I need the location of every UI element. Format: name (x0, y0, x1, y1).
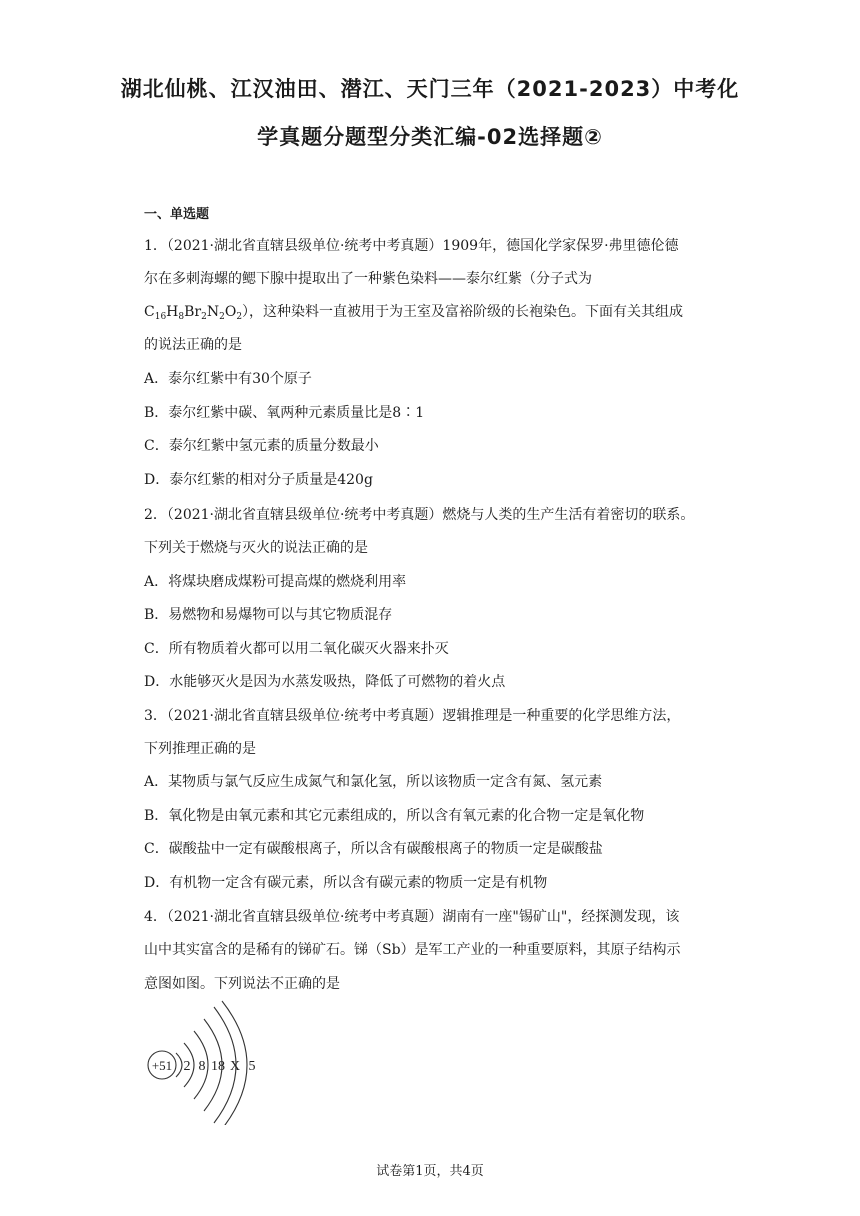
q4-stem-line-2: 山中其实富含的是稀有的锑矿石。锑（Sb）是军工产业的一种重要原料，其原子结构示 (144, 942, 681, 958)
q1-stem-line-2: 尔在多刺海螺的鳃下腺中提取出了一种紫色染料——泰尔红紫（分子式为 (144, 271, 592, 287)
section-heading: 一、单选题 (144, 207, 210, 222)
q3-option-b: B．氧化物是由氧元素和其它元素组成的，所以含有氧元素的化合物一定是氧化物 (144, 808, 645, 824)
q2-option-d: D．水能够灭火是因为水蒸发吸热，降低了可燃物的着火点 (144, 674, 506, 690)
atomic-structure-diagram (140, 995, 280, 1125)
shell-4-electrons: X (229, 1059, 241, 1074)
q2-option-c: C．所有物质着火都可以用二氧化碳灭火器来扑灭 (144, 641, 449, 657)
q1-option-c: C．泰尔红紫中氢元素的质量分数最小 (144, 438, 379, 454)
q2-stem-line-1: 2．（2021·湖北省直辖县级单位·统考中考真题）燃烧与人类的生产生活有着密切的联系。 (144, 507, 695, 523)
q3-option-a: A．某物质与氯气反应生成氮气和氯化氢，所以该物质一定含有氮、氢元素 (144, 774, 603, 790)
document-title-line-1: 湖北仙桃、江汉油田、潜江、天门三年（2021-2023）中考化 (120, 77, 740, 101)
shell-5-electrons: 5 (248, 1059, 256, 1074)
q1-option-a: A．泰尔红紫中有30个原子 (144, 371, 312, 387)
shell-2-electrons: 8 (198, 1059, 206, 1074)
shell-3-electrons: 18 (211, 1059, 225, 1074)
q1-stem-line-1: 1．（2021·湖北省直辖县级单位·统考中考真题）1909年，德国化学家保罗·弗里德伦德 (144, 238, 679, 254)
q1-option-d: D．泰尔红紫的相对分子质量是420g (144, 472, 373, 488)
q1-option-b: B．泰尔红紫中碳、氧两种元素质量比是8∶1 (144, 405, 425, 421)
q4-stem-line-1: 4．（2021·湖北省直辖县级单位·统考中考真题）湖南有一座"锡矿山"，经探测发现，该 (144, 909, 680, 925)
molecular-formula: $C_{16}H_8Br_2N_2O_2$ (144, 304, 243, 322)
q3-option-c: C．碳酸盐中一定有碳酸根离子，所以含有碳酸根离子的物质一定是碳酸盐 (144, 841, 603, 857)
document-title-line-2: 学真题分题型分类汇编-02选择题② (257, 125, 603, 149)
shell-1-electrons: 2 (183, 1059, 191, 1074)
q2-option-a: A．将煤块磨成煤粉可提高煤的燃烧利用率 (144, 574, 407, 590)
nucleus-charge: +51 (151, 1058, 173, 1073)
page-footer: 试卷第1页，共4页 (376, 1164, 484, 1179)
q2-option-b: B．易燃物和易爆物可以与其它物质混存 (144, 607, 393, 623)
q3-option-d: D．有机物一定含有碳元素，所以含有碳元素的物质一定是有机物 (144, 875, 548, 891)
q4-stem-line-3: 意图如图。下列说法不正确的是 (144, 976, 340, 992)
q3-stem-line-1: 3．（2021·湖北省直辖县级单位·统考中考真题）逻辑推理是一种重要的化学思维方法， (144, 708, 681, 724)
q2-stem-line-2: 下列关于燃烧与灭火的说法正确的是 (144, 540, 368, 556)
electron-shell-arc (176, 1053, 182, 1077)
q1-stem-line-3: $C_{16}H_8Br_2N_2O_2$），这种染料一直被用于为王室及富裕阶级的长袍染色。下面有关其组成 (144, 304, 684, 322)
q3-stem-line-2: 下列推理正确的是 (144, 741, 256, 757)
q1-stem-line-4: 的说法正确的是 (144, 337, 242, 353)
